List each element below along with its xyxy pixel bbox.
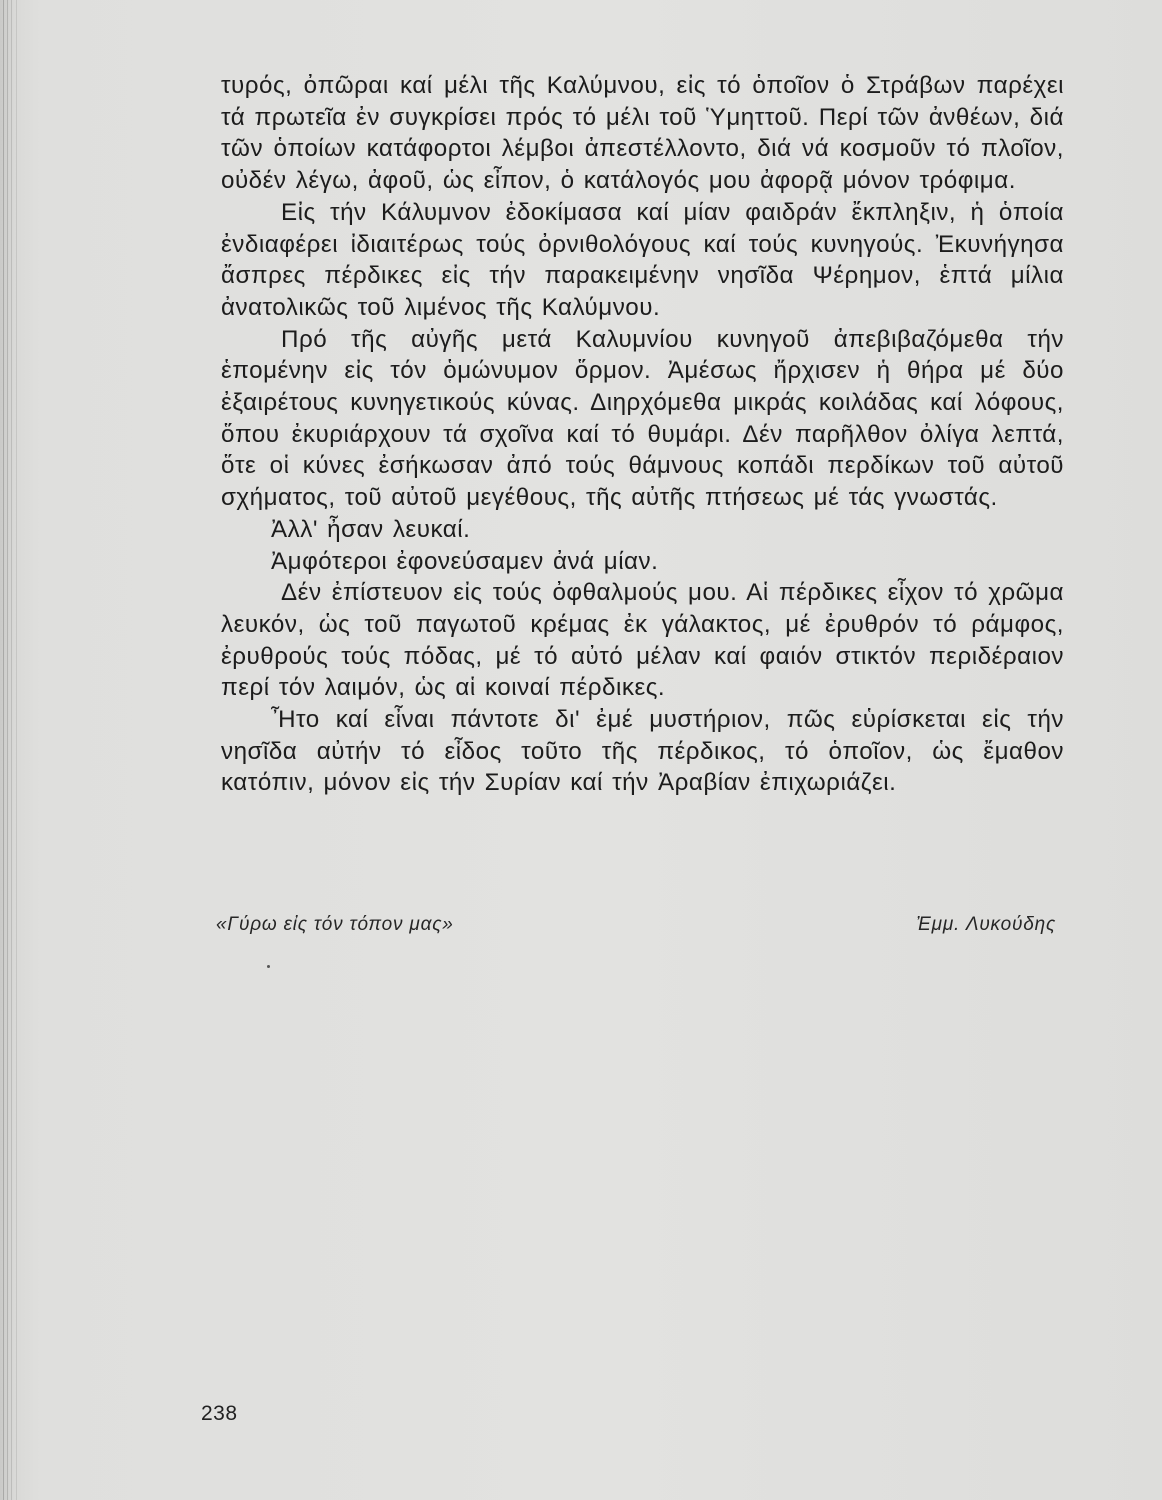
page-number: 238 [201,1402,238,1425]
ink-speck [267,965,270,968]
paragraph: Ἦτο καί εἶναι πάντοτε δι' ἐμέ μυστήριον, πῶς εὑρίσκεται εἰς τήν νησῖδα αὐτήν τό εἶδος τοῦτο τῆς πέρδικος, τό ὁποῖον, ὡς ἔμαθον κατόπιν, μόνον εἰς τήν Συρίαν καί τήν Ἀραβίαν ἐπιχωριάζει. [221,706,1064,797]
page-edge [16,0,17,1500]
paragraph: τυρός, ὀπῶραι καί μέλι τῆς Καλύμνου, εἰς τό ὁποῖον ὁ Στράβων παρέχει τά πρωτεῖα ἐν συγκρίσει πρός τό μέλι τοῦ Ὑμηττοῦ. Περί τῶν ἀνθέων, διά τῶν ὁποίων κατάφορτοι λέμβοι ἀπεστέλλοντο, διά νά κοσμοῦν τό πλοῖον, οὐδέν λέγω, ἀφοῦ, ὡς εἶπον, ὁ κατάλογός μου ἀφορᾷ μόνον τρόφιμα. [221,72,1064,195]
paragraph: Ἀμφότεροι ἐφονεύσαμεν ἀνά μίαν. [271,547,659,575]
source-title: «Γύρω εἰς τόν τόπον μας» [216,914,454,935]
paragraph: Δέν ἐπίστευον εἰς τούς ὀφθαλμούς μου. Αἱ πέρδικες εἶχον τό χρῶμα λευκόν, ὡς τοῦ παγωτοῦ κρέμας ἐκ γάλακτος, μέ ἐρυθρόν τό ράμφος, ἐρυθρούς τούς πόδας, μέ τό αὐτό μέλαν καί φαιόν στικτόν περιδέραιον περί τόν λαιμόν, ὡς αἱ κοιναί πέρδικες. [221,579,1064,702]
paragraph: Ἀλλ' ἦσαν λευκαί. [271,515,471,543]
paragraph: Εἰς τήν Κάλυμνον ἐδοκίμασα καί μίαν φαιδράν ἔκπληξιν, ἡ ὁποία ἐνδιαφέρει ἰδιαιτέρως τούς ὀρνιθολόγους καί τούς κυνηγούς. Ἐκυνήγησα ἄσπρες πέρδικες εἰς τήν παρακειμένην νησῖδα Ψέρημον, ἑπτά μίλια ἀνατολικῶς τοῦ λιμένος τῆς Καλύμνου. [221,198,1064,321]
page-edge [11,0,12,1500]
page-edge [3,0,4,1500]
paragraph: Πρό τῆς αὐγῆς μετά Καλυμνίου κυνηγοῦ ἀπεβιβαζόμεθα τήν ἑπομένην εἰς τόν ὁμώνυμον ὅρμον. Ἀμέσως ἤρχισεν ἡ θήρα μέ δύο ἐξαιρέτους κυνηγετικούς κύνας. Διηρχόμεθα μικράς κοιλάδας καί λόφους, ὅπου ἐκυριάρχουν τά σχοῖνα καί τό θυμάρι. Δέν παρῆλθον ὀλίγα λεπτά, ὅτε οἱ κύνες ἐσήκωσαν ἀπό τούς θάμνους κοπάδι περδίκων τοῦ αὐτοῦ σχήματος, τοῦ αὐτοῦ μεγέθους, τῆς αὐτῆς πτήσεως μέ τάς γνωστάς. [221,325,1064,512]
attribution [216,914,1056,944]
page-edge [7,0,8,1500]
author-name: Ἐμμ. Λυκούδης [916,914,1056,935]
article-body [221,70,1064,799]
